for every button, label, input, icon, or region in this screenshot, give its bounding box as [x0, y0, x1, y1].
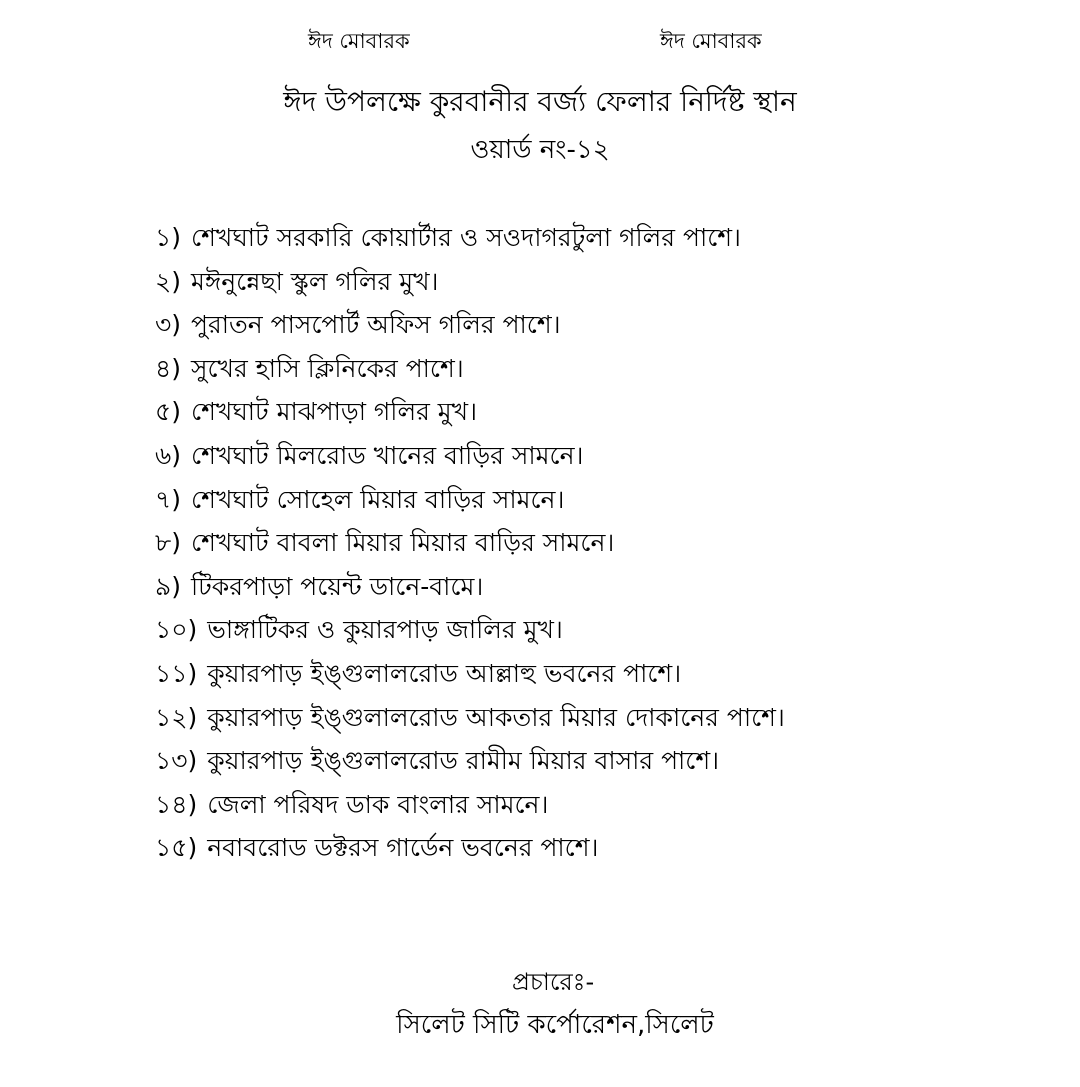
- list-item: [155, 434, 785, 478]
- list-item: [155, 608, 785, 652]
- page-title: ঈদ উপলক্ষে কুরবানীর বর্জ্য ফেলার নির্দিষ্ট স্থান: [283, 85, 797, 118]
- list-item: [155, 652, 785, 696]
- item-text: শেখঘাট মিলরোড খানের বাড়ির সামনে।: [191, 440, 584, 470]
- list-item: [155, 783, 785, 827]
- list-item: [155, 303, 785, 347]
- item-text: কুয়ারপাড় ইঙ্গুলালরোড রামীম মিয়ার বাসার পাশে।: [207, 746, 720, 776]
- item-number: ৫): [155, 397, 181, 427]
- list-item: [155, 565, 785, 609]
- eid-greeting-left: ঈদ মোবারক: [308, 29, 410, 53]
- item-number: ১): [155, 223, 181, 252]
- publisher-label: প্রচারেঃ-: [512, 968, 595, 996]
- item-text: টিকরপাড়া পয়েন্ট ডানে-বামে।: [190, 571, 484, 601]
- ward-number: ওয়ার্ড নং-১২: [470, 135, 610, 165]
- location-list: [155, 216, 785, 870]
- list-item: [155, 826, 785, 870]
- item-text: শেখঘাট সোহেল মিয়ার বাড়ির সামনে।: [191, 484, 565, 514]
- item-number: ১১): [155, 658, 198, 688]
- list-item: [155, 521, 785, 565]
- item-number: ১০): [155, 615, 198, 645]
- item-number: ১২): [155, 702, 198, 732]
- item-text: মঈনুন্নেছা স্কুল গলির মুখ।: [191, 266, 439, 296]
- item-number: ৪): [155, 353, 181, 383]
- item-text: ভাঙ্গাটিকর ও কুয়ারপাড় জালির মুখ।: [207, 615, 563, 645]
- item-number: ৯): [155, 571, 181, 601]
- list-item: [155, 696, 785, 740]
- list-item: [155, 347, 785, 391]
- item-text: শেখঘাট বাবলা মিয়ার মিয়ার বাড়ির সামনে।: [190, 528, 615, 558]
- publisher-organization: সিলেট সিটি কর্পোরেশন,সিলেট: [396, 1010, 714, 1040]
- item-text: পুরাতন পাসপোর্ট অফিস গলির পাশে।: [191, 310, 561, 340]
- eid-greeting-right: ঈদ মোবারক: [660, 29, 762, 53]
- list-item: [155, 390, 785, 434]
- item-number: ৭): [155, 484, 182, 514]
- item-number: ৩): [155, 310, 182, 340]
- item-text: কুয়ারপাড় ইঙ্গুলালরোড আকতার মিয়ার দোকানের পাশে।: [207, 702, 785, 732]
- item-number: ৮): [155, 528, 181, 558]
- item-text: কুয়ারপাড় ইঙ্গুলালরোড আল্লাহু ভবনের পাশে।: [207, 658, 682, 688]
- item-text: সুখের হাসি ক্লিনিকের পাশে।: [190, 353, 464, 383]
- list-item: [155, 260, 785, 304]
- item-number: ১৪): [155, 789, 198, 819]
- list-item: [155, 216, 785, 260]
- list-item: [155, 739, 785, 783]
- item-text: নবাবরোড ডক্টরস গার্ডেন ভবনের পাশে।: [207, 833, 599, 863]
- item-number: ১৫): [155, 833, 198, 863]
- item-number: ২): [155, 266, 182, 296]
- item-number: ১৩): [155, 746, 198, 776]
- item-text: শেখঘাট সরকারি কোয়ার্টার ও সওদাগরটুলা গলির পাশে।: [190, 223, 741, 252]
- item-text: শেখঘাট মাঝপাড়া গলির মুখ।: [190, 397, 478, 427]
- item-number: ৬): [155, 440, 182, 470]
- list-item: [155, 478, 785, 522]
- item-text: জেলা পরিষদ ডাক বাংলার সামনে।: [207, 789, 549, 819]
